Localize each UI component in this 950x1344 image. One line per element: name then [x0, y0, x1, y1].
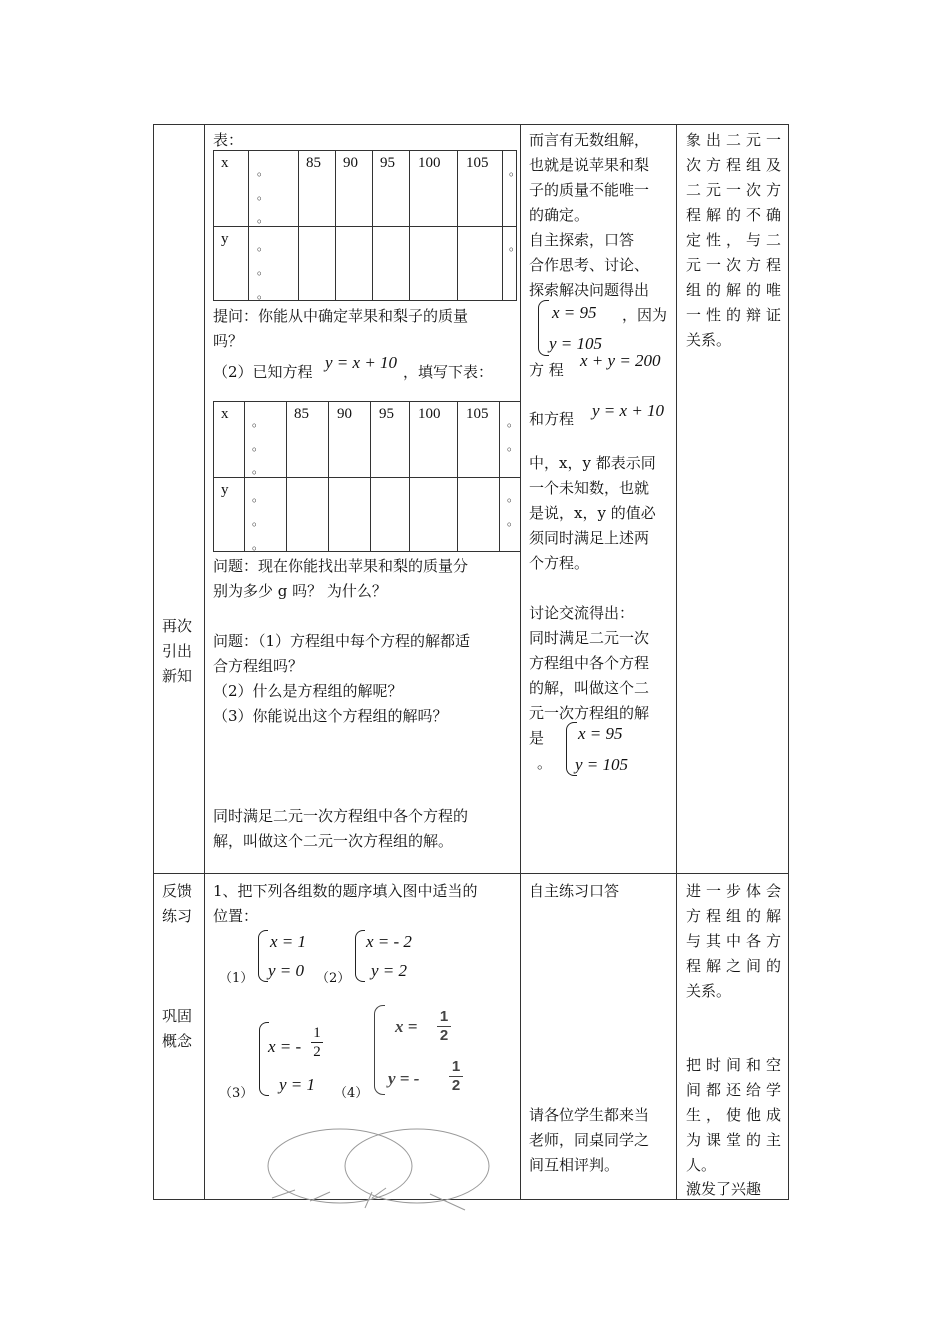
col3-text: 的解，叫做这个二: [529, 679, 650, 697]
question3-line4: （3）你能说出这个方程组的解吗？: [213, 707, 448, 725]
table1-y-header: y: [221, 231, 229, 247]
venn-pointer-line: [272, 1190, 295, 1198]
table1-dot: 。: [257, 188, 270, 202]
col4-text: 一性的辩证: [686, 306, 787, 324]
col4-row2-text: 间都还给学: [686, 1081, 787, 1099]
exercise-line1: 1、把下列各组数的题序填入图中适当的: [213, 882, 478, 900]
col4-text: 元一次方程: [686, 256, 787, 274]
col4-row2-text: 与其中各方: [686, 932, 787, 950]
col3-text: 个方程。: [529, 554, 590, 572]
table2-dot: 。: [507, 415, 520, 429]
col3-row2-text: 请各位学生都来当: [529, 1106, 650, 1124]
venn-right-ellipse: [345, 1129, 489, 1203]
col3-text: 是说，x，y 的值必: [529, 504, 656, 522]
table2-value: 95: [379, 406, 394, 422]
table2-dot: 。: [252, 538, 265, 552]
col4-row2-text: 激发了兴趣: [686, 1180, 762, 1198]
col4-text: 象出二元一: [686, 131, 787, 149]
item2-prefix: （2）已知方程: [213, 363, 313, 381]
table1-dot: 。: [509, 239, 522, 253]
col3-text: 和方程: [529, 410, 575, 428]
table1-value: 105: [466, 155, 489, 171]
col3-text: 一个未知数，也就: [529, 479, 650, 497]
table2-dot: 。: [507, 490, 520, 504]
question2-line2: 别为多少 g 吗？ 为什么？: [213, 582, 387, 600]
table1-dot: 。: [257, 239, 270, 253]
col3-text: 而言有无数组解，: [529, 131, 650, 149]
table1-dot: 。: [509, 164, 522, 178]
table1-dot: 。: [257, 164, 270, 178]
question1-line2: 吗？: [213, 332, 244, 350]
col3-text: 自主探索，口答: [529, 231, 635, 249]
table2-dot: 。: [507, 439, 520, 453]
col3-text: 方程组中各个方程: [529, 654, 650, 672]
question1-line1: 提问：你能从中确定苹果和梨子的质量: [213, 307, 469, 325]
table2-value: 105: [466, 406, 489, 422]
venn-pointer-line: [310, 1192, 330, 1201]
col3-text: 也就是说苹果和梨: [529, 156, 650, 174]
table2-dot: 。: [252, 462, 265, 476]
table2-value: 90: [337, 406, 352, 422]
col4-row2-text: 进一步体会: [686, 882, 787, 900]
table1-dot: 。: [257, 263, 270, 277]
col3-text: 子的质量不能唯一: [529, 181, 650, 199]
table2-dot: 。: [252, 439, 265, 453]
col4-text: 二元一次方: [686, 181, 787, 199]
venn-pointer-line: [372, 1188, 386, 1198]
col4-row2-text: 为课堂的主: [686, 1131, 787, 1149]
table2-dot: 。: [252, 415, 265, 429]
col3-text: 合作思考、讨论、: [529, 256, 650, 274]
table1-value: 90: [343, 155, 358, 171]
row2-label-line1: 反馈: [162, 882, 193, 900]
table2-value: 85: [294, 406, 309, 422]
col4-row2-text: 程解之间的: [686, 957, 787, 975]
question3-line3: （2）什么是方程组的解呢？: [213, 682, 403, 700]
table1-dot: 。: [257, 287, 270, 301]
item-1-label: （1）: [219, 971, 254, 986]
table2-dot: 。: [507, 514, 520, 528]
exercise-line2: 位置：: [213, 907, 259, 925]
table2-x-header: x: [221, 406, 229, 422]
definition-line2: 解，叫做这个二元一次方程组的解。: [213, 832, 454, 850]
col3-text: 方 程: [529, 361, 564, 379]
col4-row2-text: 关系。: [686, 982, 732, 1000]
item-3-label: （3）: [219, 1086, 254, 1101]
definition-line1: 同时满足二元一次方程组中各个方程的: [213, 807, 469, 825]
col3-text: 探索解决问题得出: [529, 281, 650, 299]
question2-line1: 问题：现在你能找出苹果和梨的质量分: [213, 557, 469, 575]
col3-text: 是: [529, 729, 545, 747]
col3-text: 元一次方程组的解: [529, 704, 650, 722]
col4-text: 组的解的唯: [686, 281, 787, 299]
col4-row2-text: 生，使他成: [686, 1106, 787, 1124]
col4-row2-text: 方程组的解: [686, 907, 787, 925]
row1-label-line1: 再次: [162, 617, 193, 635]
col3-row2-top: 自主练习口答: [529, 882, 620, 900]
row2-label-line3: 巩固: [162, 1007, 193, 1025]
row1-label-line2: 引出: [162, 642, 193, 660]
table2-dot: 。: [252, 514, 265, 528]
col4-row2-text: 把时间和空: [686, 1056, 787, 1074]
row1-label-line3: 新知: [162, 667, 193, 685]
col3-text: 。: [537, 754, 553, 772]
question3-line2: 合方程组吗？: [213, 657, 304, 675]
col3-row2-text: 间互相评判。: [529, 1156, 620, 1174]
table1-value: 85: [306, 155, 321, 171]
equation-x-plus-y: x + y = 200: [580, 351, 661, 370]
col4-text: 关系。: [686, 331, 732, 349]
col4-text: 程解的不确: [686, 206, 787, 224]
table1-dot: 。: [257, 211, 270, 225]
row2-label-line4: 概念: [162, 1032, 193, 1050]
col4-row2-text: 人。: [686, 1156, 717, 1174]
table1-value: 100: [418, 155, 441, 171]
item2-equation: y = x + 10: [325, 353, 398, 372]
col4-text: 次方程组及: [686, 156, 787, 174]
table1-x-header: x: [221, 155, 229, 171]
col4-text: 定性，与二: [686, 231, 787, 249]
item-4-label: （4）: [334, 1086, 369, 1101]
item2-suffix: ，填写下表：: [403, 363, 494, 381]
col3-text: 讨论交流得出：: [529, 604, 635, 622]
question3-line1: 问题：（1）方程组中每个方程的解都适: [213, 632, 471, 650]
equation-y-x-plus-10: y = x + 10: [592, 401, 665, 420]
table2-y-header: y: [221, 482, 229, 498]
col3-text: ，因为: [622, 306, 668, 324]
col3-row2-text: 老师，同桌同学之: [529, 1131, 650, 1149]
table2-dot: 。: [252, 490, 265, 504]
table2-value: 100: [418, 406, 441, 422]
col3-text: 中，x，y 都表示同: [529, 454, 656, 472]
col3-text: 同时满足二元一次: [529, 629, 650, 647]
table-label: 表：: [213, 131, 244, 149]
item-2-label: （2）: [316, 971, 351, 986]
table1-value: 95: [380, 155, 395, 171]
col3-text: 的确定。: [529, 206, 590, 224]
col3-text: 须同时满足上述两: [529, 529, 650, 547]
row2-label-line2: 练习: [162, 907, 193, 925]
